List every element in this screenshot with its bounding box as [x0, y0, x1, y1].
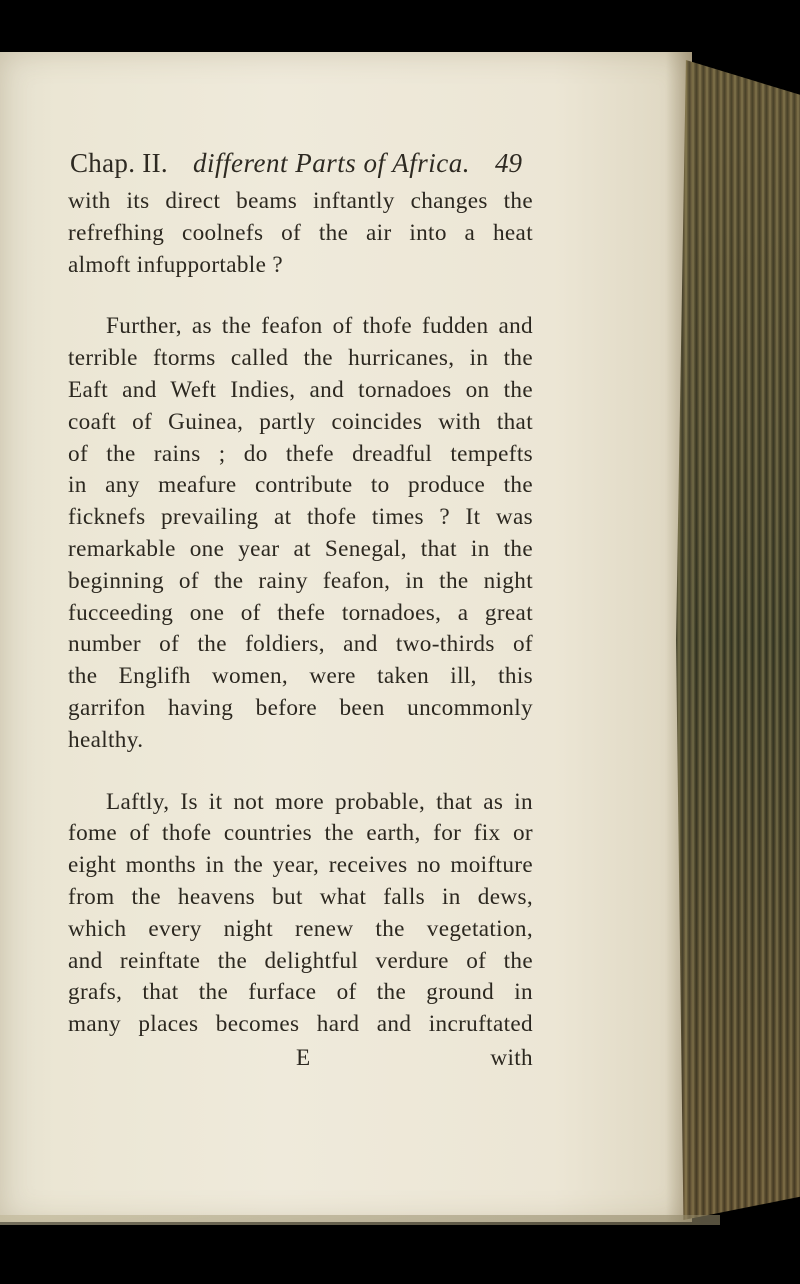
running-head: [70, 148, 522, 179]
running-head-chapter: Chap. II.: [70, 148, 168, 178]
text-line: which every night renew the vegetation,: [68, 915, 533, 942]
paragraph: [68, 787, 533, 1041]
text-line: with its direct beams inftantly changes the: [68, 188, 533, 214]
text-line: ficknefs prevailing at thofe times ? It was: [68, 504, 533, 531]
body-text: [68, 186, 533, 1075]
book-fore-edge: [676, 60, 800, 1220]
text-line: refrefhing coolnefs of the air into a heat: [68, 219, 533, 246]
text-line: beginning of the rainy feafon, in the night: [68, 567, 533, 594]
text-line: Eaft and Weft Indies, and tornadoes on the: [68, 376, 533, 403]
text-line: terrible ftorms called the hurricanes, in the: [68, 345, 533, 372]
paragraph: [68, 311, 533, 756]
text-line: remarkable one year at Senegal, that in the: [68, 535, 533, 562]
page-bottom-edge: [0, 1215, 720, 1225]
page-footer: [68, 1043, 533, 1075]
text-line: many places becomes hard and incruftated: [68, 1011, 533, 1038]
catchword: with: [490, 1044, 533, 1071]
text-line: almoft infupportable ?: [68, 251, 284, 278]
text-line: grafs, that the furface of the ground in: [68, 979, 533, 1006]
text-line: number of the foldiers, and two-thirds of: [68, 631, 533, 658]
running-head-title: different Parts of Africa.: [192, 148, 470, 178]
text-line: coaft of Guinea, partly coincides with that: [68, 408, 533, 435]
text-line: of the rains ; do thefe dreadful tempefts: [68, 440, 533, 467]
text-line: garrifon having before been uncommonly: [68, 694, 533, 721]
text-line: in any meafure contribute to produce the: [68, 472, 533, 499]
text-line: eight months in the year, receives no moifture: [68, 852, 533, 879]
text-line: Further, as the feafon of thofe fudden and: [106, 313, 533, 340]
text-line: fucceeding one of thefe tornadoes, a great: [68, 599, 533, 626]
text-line: the Englifh women, were taken ill, this: [68, 663, 533, 690]
text-line: Laftly, Is it not more probable, that as in: [106, 788, 533, 815]
paragraph: [68, 186, 533, 281]
text-line: fome of thofe countries the earth, for fix or: [68, 820, 533, 847]
text-line: from the heavens but what falls in dews,: [68, 883, 533, 910]
page-number: 49: [495, 148, 522, 178]
signature-mark: E: [296, 1044, 311, 1071]
text-line: and reinftate the delightful verdure of the: [68, 947, 533, 974]
text-line: healthy.: [68, 726, 144, 753]
